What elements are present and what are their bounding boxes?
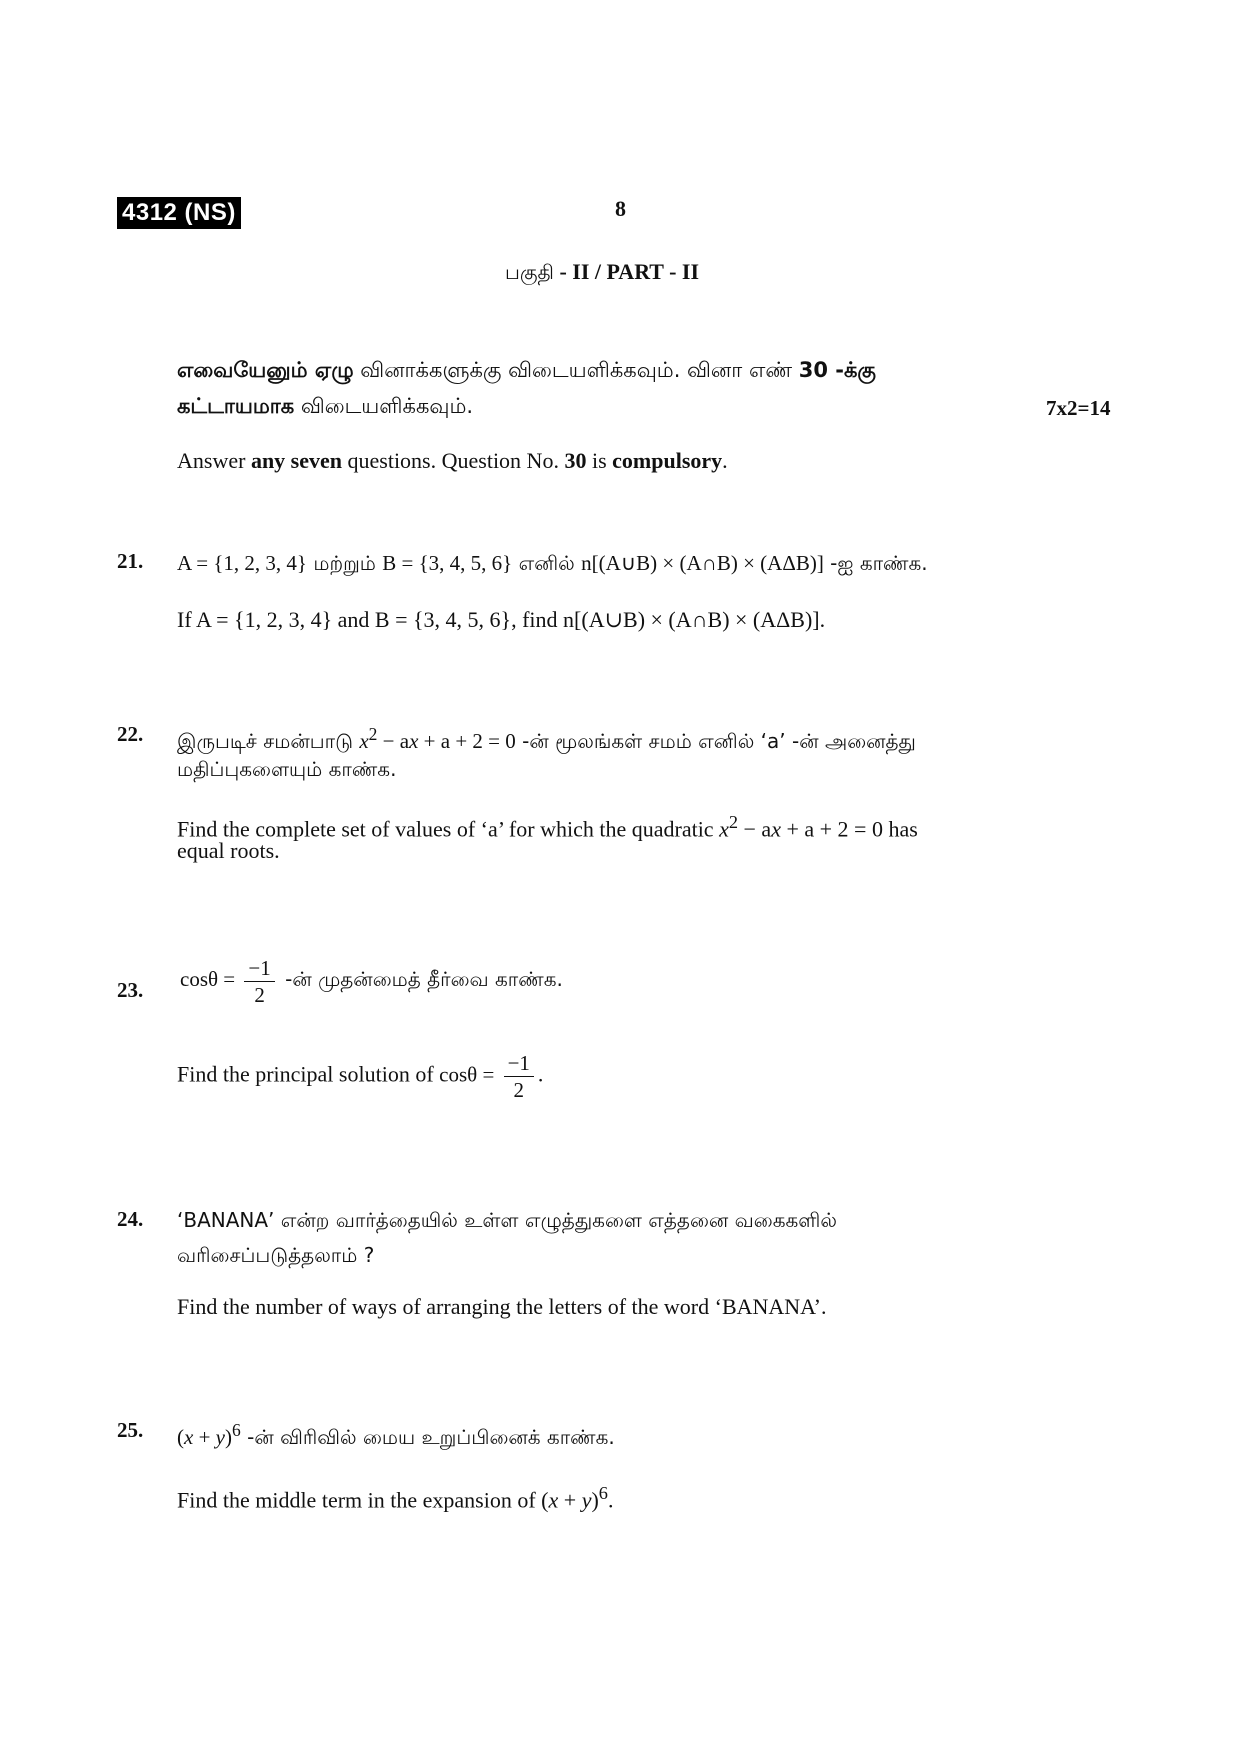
- q23-frac-num: −1: [244, 955, 274, 982]
- q23-en-frac-num: −1: [504, 1050, 534, 1077]
- question-number-21: 21.: [117, 549, 144, 573]
- q22-eq-mid: − a: [377, 729, 410, 753]
- q25-en-pre: Find the middle term in the expansion of: [177, 1487, 542, 1513]
- question-22-english-line2: equal roots.: [177, 838, 280, 863]
- question-23-english: [177, 1050, 1067, 1103]
- q21-find: -ஐ காண்க.: [823, 551, 928, 575]
- instruction-tamil-bold: எவையேனும் ஏழு: [177, 358, 354, 382]
- instr-en-pre: Answer: [177, 448, 251, 473]
- q22-en-pre: Find the complete set of values of ‘a’ for which the quadratic: [177, 816, 720, 842]
- instr-en-bold1: any seven: [250, 448, 342, 473]
- q23-en-fraction: [504, 1050, 534, 1103]
- q22-tamil-pre: இருபடிச் சமன்பாடு: [177, 729, 360, 753]
- q25-open: (: [177, 1425, 184, 1449]
- q23-fraction: [244, 955, 274, 1008]
- q21-set-b: B = {3, 4, 5, 6}: [382, 551, 513, 575]
- q22-en-eq-x: x: [719, 816, 729, 842]
- q23-en-frac-den: 2: [513, 1078, 524, 1102]
- q25-en-open: (: [541, 1487, 549, 1513]
- q22-eq-exp: 2: [368, 724, 378, 744]
- part-heading-tamil: பகுதி: [505, 260, 554, 284]
- q25-expression: [177, 1420, 241, 1449]
- q22-equation: [359, 724, 516, 753]
- part-heading: [505, 259, 699, 287]
- question-23-tamil: [180, 955, 1070, 1008]
- instruction-tamil-text2: விடையளிக்கவும்.: [294, 394, 474, 418]
- q22-eq-x: x: [359, 729, 369, 753]
- instr-en-mid2: is: [586, 448, 613, 473]
- marks-scheme: 7x2=14: [1046, 396, 1111, 420]
- part-heading-english: - II / PART - II: [553, 259, 700, 284]
- instr-en-bold2: 30: [564, 448, 587, 473]
- instruction-tamil-line2: [177, 388, 1067, 424]
- question-number-25: 25.: [117, 1418, 144, 1442]
- q22-en-post: has: [882, 816, 918, 842]
- question-24-english: Find the number of ways of arranging the letters of the word ‘BANANA’.: [177, 1294, 827, 1319]
- q23-en-eq-lhs: cosθ =: [439, 1062, 500, 1087]
- q25-x: x: [184, 1425, 194, 1449]
- q22-en-eq-exp: 2: [728, 812, 739, 832]
- question-24-tamil-line2: வரிசைப்படுத்தலாம் ?: [177, 1243, 375, 1267]
- instruction-tamil-num: 30 -க்கு: [798, 358, 876, 382]
- instr-en-bold3: compulsory: [612, 448, 723, 473]
- page-number: 8: [615, 196, 626, 221]
- q22-en-eq-x2: x: [771, 816, 781, 842]
- q25-en-plus: +: [558, 1487, 582, 1513]
- instruction-tamil-line1: [177, 352, 1067, 388]
- q25-en-post: .: [607, 1487, 614, 1513]
- q25-en-exp: 6: [598, 1483, 608, 1503]
- q25-en-x: x: [548, 1487, 559, 1513]
- question-number-22: 22.: [117, 722, 144, 746]
- paper-code-badge: 4312 (NS): [117, 197, 241, 229]
- instruction-tamil-text: வினாக்களுக்கு விடையளிக்கவும். வினா எண்: [353, 358, 799, 382]
- question-24-tamil-line1: ‘BANANA’ என்ற வார்த்தையில் உள்ள எழுத்துகளை எத்தனை வகைகளில்: [177, 1208, 837, 1232]
- q23-frac-den: 2: [254, 983, 265, 1007]
- instruction-english: [177, 448, 728, 474]
- q22-eq-x2: x: [409, 729, 419, 753]
- q23-en-pre: Find the principal solution of: [177, 1061, 440, 1087]
- q21-if: எனில்: [512, 551, 582, 575]
- q22-en-eq-end: + a + 2 = 0: [780, 816, 883, 842]
- q25-exp: 6: [232, 1420, 241, 1440]
- question-number-24: 24.: [117, 1207, 144, 1231]
- question-25-english: [177, 1478, 1067, 1515]
- q23-tamil-post: -ன் முதன்மைத் தீர்வை காண்க.: [278, 967, 563, 992]
- q25-en-y: y: [581, 1487, 592, 1513]
- question-number-23: 23.: [117, 978, 144, 1002]
- q22-tamil-post: -ன் மூலங்கள் சமம் எனில் ‘a’ -ன் அனைத்து: [515, 729, 916, 753]
- q25-tamil-post: -ன் விரிவில் மைய உறுப்பினைக் காண்க.: [240, 1425, 615, 1449]
- q23-en-post: .: [537, 1061, 544, 1087]
- instr-en-mid: questions. Question No.: [342, 448, 565, 473]
- question-21-english: If A = {1, 2, 3, 4} and B = {3, 4, 5, 6}, find n[(A∪B) × (A∩B) × (AΔB)].: [177, 607, 826, 632]
- q22-eq-end: + a + 2 = 0: [418, 729, 516, 753]
- q25-y: y: [215, 1425, 225, 1449]
- q21-expression: n[(A∪B) × (A∩B) × (AΔB)]: [581, 551, 824, 575]
- question-21-tamil: [177, 546, 1067, 581]
- q22-en-eq-mid: − a: [738, 816, 772, 842]
- q25-en-close: ): [591, 1487, 599, 1513]
- instruction-tamil-bold2: கட்டாயமாக: [177, 394, 295, 418]
- q25-plus: +: [193, 1425, 216, 1449]
- question-22-tamil-line2: மதிப்புகளையும் காண்க.: [177, 757, 397, 781]
- instr-en-end: .: [722, 448, 728, 473]
- q23-eq-lhs: cosθ =: [180, 967, 241, 992]
- q21-set-a: A = {1, 2, 3, 4}: [177, 551, 308, 575]
- q21-and: மற்றும்: [307, 551, 383, 575]
- q25-close: ): [225, 1425, 232, 1449]
- question-25-tamil: [177, 1413, 1067, 1455]
